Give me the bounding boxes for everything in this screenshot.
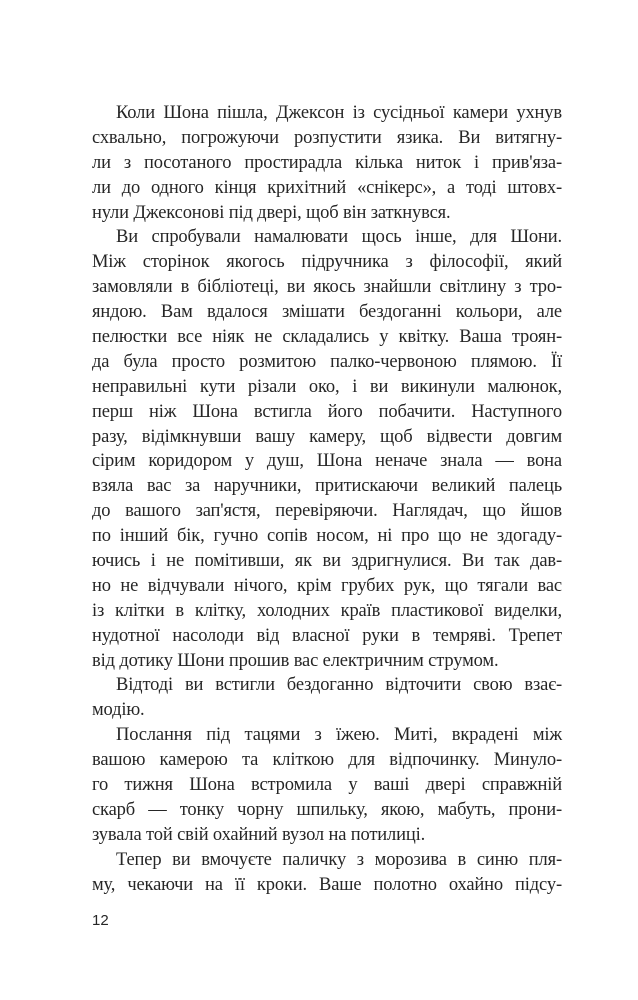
text-line: да була просто розмитою палко-червоною плямою. Її (92, 351, 562, 372)
text-line: но не відчували нічого, крім грубих рук, що тягали вас (92, 575, 562, 596)
text-line: ли з посотаного простирадла кілька ниток і прив'яза- (92, 152, 562, 173)
paragraph (92, 225, 562, 673)
text-line: ли до одного кінця крихітний «снікерс», а тоді штовх- (92, 177, 562, 198)
paragraph (92, 848, 562, 898)
text-line: взяла вас за наручники, притискаючи великий палець (92, 476, 562, 497)
text-line: замовляли в бібліотеці, ви якось знайшли світлину з тро- (92, 277, 562, 298)
paragraph (92, 673, 562, 723)
text-line: Відтоді ви встигли бездоганно відточити свою взає- (116, 675, 562, 696)
text-line: Послання під тацями з їжею. Миті, вкрадені між (116, 725, 562, 746)
text-line: сірим коридором у душ, Шона неначе знала — вона (92, 451, 562, 472)
text-line: Тепер ви вмочуєте паличку з морозива в синю пля- (116, 849, 562, 870)
paragraph (92, 723, 562, 847)
text-line: пелюстки все ніяк не складались у квітку. Ваша троян- (92, 327, 562, 348)
page-number: 12 (92, 912, 109, 929)
text-line: Коли Шона пішла, Джексон із сусідньої камери ухнув (116, 103, 562, 123)
text-line: ючись і не помітивши, як ви здригнулися. Ви так дав- (92, 551, 562, 572)
text-line: Ви спробували намалювати щось інше, для Шони. (116, 227, 562, 248)
text-line: схвально, погрожуючи розпустити язика. Ви витягну- (92, 127, 562, 148)
text-line: яндою. Вам вдалося змішати бездоганні кольори, але (92, 302, 562, 323)
paragraph (92, 101, 562, 225)
text-line: від дотику Шони прошив вас електричним струмом. (92, 650, 499, 671)
text-line: модію. (92, 700, 145, 721)
text-line: до вашого зап'ястя, перевіряючи. Наглядач, що йшов (92, 501, 562, 522)
text-line: перш ніж Шона встигла його побачити. Наступного (92, 401, 562, 422)
text-line: скарб — тонку чорну шпильку, якою, мабуть, прони- (92, 799, 562, 820)
text-line: зувала той свій охайний вузол на потилиці. (92, 824, 426, 845)
text-line: із клітки в клітку, холодних країв пластикової виделки, (92, 600, 562, 621)
text-line: вашою камерою та кліткою для відпочинку. Минуло- (92, 750, 562, 771)
text-line: нудотної насолоди від власної руки в темряві. Трепет (92, 625, 562, 646)
book-page-text (92, 101, 562, 898)
text-line: по інший бік, гучно сопів носом, ні про що не здогаду- (92, 526, 562, 547)
text-line: нули Джексонові під двері, щоб він заткнувся. (92, 202, 451, 223)
text-line: неправильні кути різали око, і ви викинули малюнок, (92, 376, 562, 397)
text-line: разу, відімкнувши вашу камеру, щоб відвести довгим (92, 426, 562, 447)
text-line: му, чекаючи на її кроки. Ваше полотно охайно підсу- (92, 874, 562, 895)
text-line: Між сторінок якогось підручника з філософії, який (92, 252, 562, 273)
text-line: го тижня Шона встромила у ваші двері справжній (92, 775, 562, 796)
